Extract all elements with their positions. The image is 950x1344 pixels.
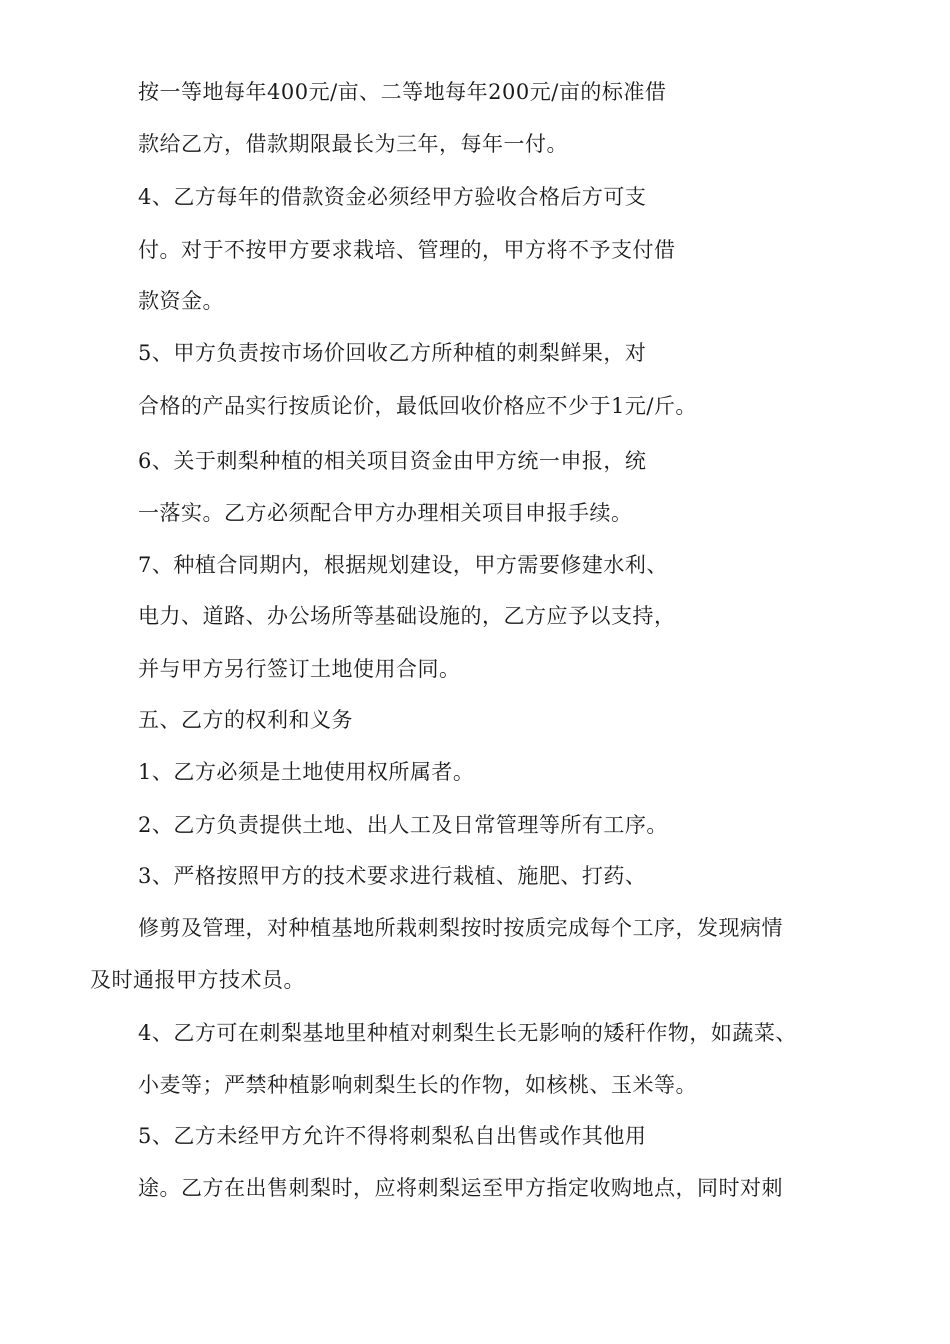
text-line: 付。对于不按甲方要求栽培、管理的，甲方将不予支付借: [138, 238, 676, 262]
text-line: 途。乙方在出售刺梨时，应将刺梨运至甲方指定收购地点，同时对刺: [138, 1176, 783, 1200]
text-line: 5、甲方负责按市场价回收乙方所种植的刺梨鲜果，对: [138, 341, 647, 365]
text-line: 按一等地每年400元/亩、二等地每年200元/亩的标准借: [138, 80, 667, 104]
text-line: 一落实。乙方必须配合甲方办理相关项目申报手续。: [138, 501, 633, 525]
text-line: 电力、道路、办公场所等基础设施的，乙方应予以支持，: [138, 604, 676, 628]
text-line: 款资金。: [138, 289, 224, 313]
text-line: 4、乙方可在刺梨基地里种植对刺梨生长无影响的矮秆作物，如蔬菜、: [138, 1021, 797, 1045]
text-line: 修剪及管理，对种植基地所栽刺梨按时按质完成每个工序，发现病情: [138, 916, 783, 940]
text-line: 7、种植合同期内，根据规划建设，甲方需要修建水利、: [138, 553, 668, 577]
text-line: 款给乙方，借款期限最长为三年，每年一付。: [138, 132, 568, 156]
text-line: 小麦等；严禁种植影响刺梨生长的作物，如核桃、玉米等。: [138, 1073, 697, 1097]
text-line: 及时通报甲方技术员。: [90, 968, 305, 992]
text-line: 1、乙方必须是土地使用权所属者。: [138, 760, 475, 784]
text-line: 合格的产品实行按质论价，最低回收价格应不少于1元/斤。: [138, 394, 697, 418]
section-heading: 五、乙方的权利和义务: [138, 708, 353, 732]
text-line: 2、乙方负责提供土地、出人工及日常管理等所有工序。: [138, 813, 668, 837]
text-line: 3、严格按照甲方的技术要求进行栽植、施肥、打药、: [138, 864, 647, 888]
text-line: 4、乙方每年的借款资金必须经甲方验收合格后方可支: [138, 185, 647, 209]
text-line: 6、关于刺梨种植的相关项目资金由甲方统一申报，统: [138, 449, 647, 473]
text-line: 并与甲方另行签订土地使用合同。: [138, 657, 461, 681]
text-line: 5、乙方未经甲方允许不得将刺梨私自出售或作其他用: [138, 1124, 647, 1148]
